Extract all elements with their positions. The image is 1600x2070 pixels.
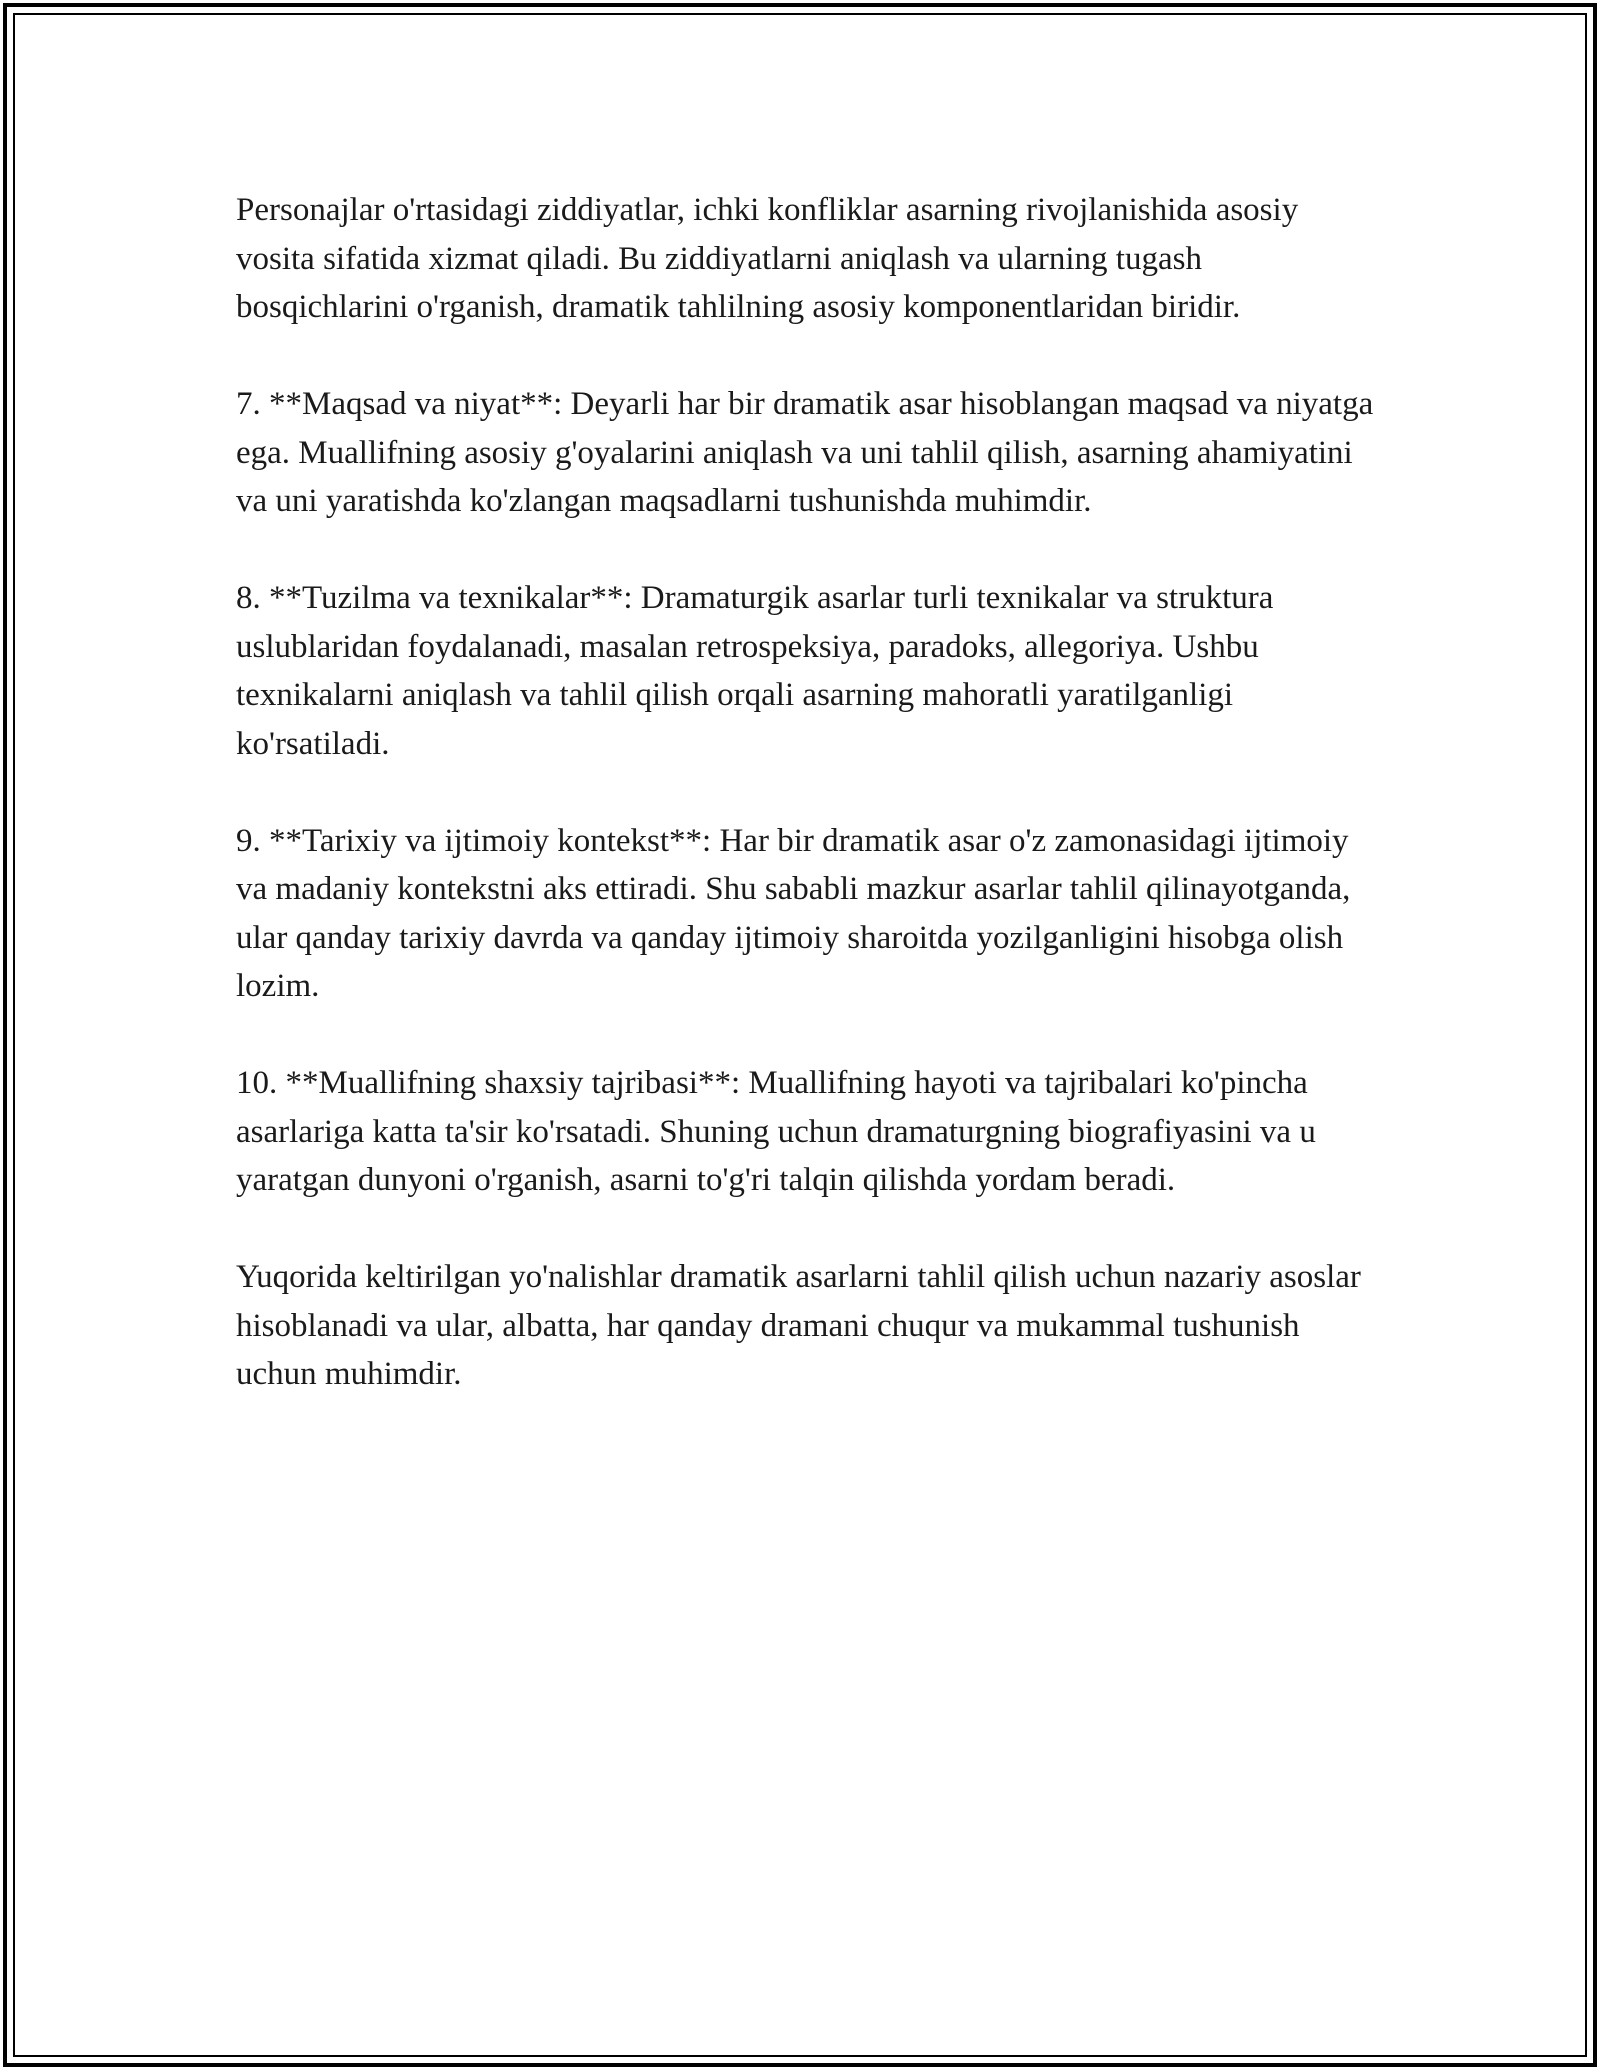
paragraph-item-10: 10. **Muallifning shaxsiy tajribasi**: Muallifning hayoti va tajribalari ko'pincha asarlariga katta ta'sir ko'rsatadi. Shuning uchun dramaturgning biografiyasini va u yaratgan dunyoni o'rganish, asarni to'g'ri talqin qilishda yordam beradi. <box>236 1065 1316 1198</box>
document-body <box>236 186 1376 1447</box>
paragraph-conclusion: Yuqorida keltirilgan yo'nalishlar dramatik asarlarni tahlil qilish uchun nazariy asoslar hisoblanadi va ular, albatta, har qanday dramani chuqur va mukammal tushunish uchun muhimdir. <box>236 1259 1361 1392</box>
paragraph-item-7: 7. **Maqsad va niyat**: Deyarli har bir dramatik asar hisoblangan maqsad va niyatga ega. Muallifning asosiy g'oyalarini aniqlash va uni tahlil qilish, asarning ahamiyatini va uni yaratishda ko'zlangan maqsadlarni tushunishda muhimdir. <box>236 386 1374 519</box>
paragraph-intro: Personajlar o'rtasidagi ziddiyatlar, ichki konfliklar asarning rivojlanishida asosiy vosita sifatida xizmat qiladi. Bu ziddiyatlarni aniqlash va ularning tugash bosqichlarini o'rganish, dramatik tahlilning asosiy komponentlaridan biridir. <box>236 192 1299 325</box>
paragraph-item-9: 9. **Tarixiy va ijtimoiy kontekst**: Har bir dramatik asar o'z zamonasidagi ijtimoiy va madaniy kontekstni aks ettiradi. Shu sababli mazkur asarlar tahlil qilinayotganda, ular qanday tarixiy davrda va qanday ijtimoiy sharoitda yozilganligini hisobga olish lozim. <box>236 822 1351 1004</box>
paragraph-item-8: 8. **Tuzilma va texnikalar**: Dramaturgik asarlar turli texnikalar va struktura uslublaridan foydalanadi, masalan retrospeksiya, paradoks, allegoriya. Ushbu texnikalarni aniqlash va tahlil qilish orqali asarning mahoratli yaratilganligi ko'rsatiladi. <box>236 580 1274 762</box>
